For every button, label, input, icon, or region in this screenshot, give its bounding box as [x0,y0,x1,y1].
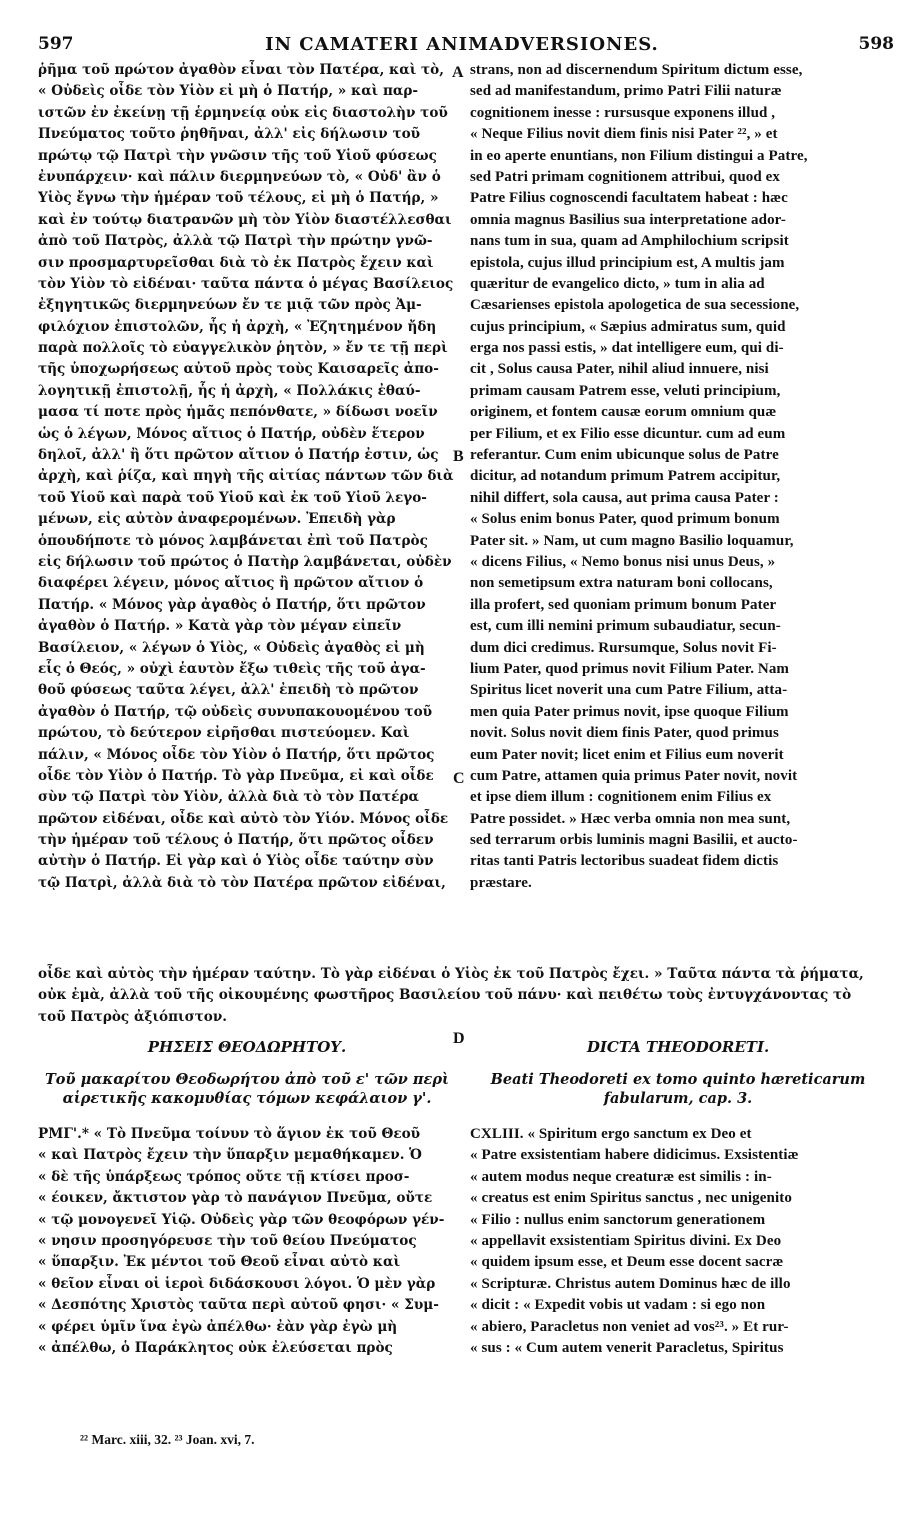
text-line: epistola, cujus illud principium est, A multis jam [470,254,785,271]
text-line: « Filio : nullus enim sanctorum generationem [470,1211,766,1228]
text-line: nans tum in sua, quam ad Amphilochium scripsit [470,233,789,250]
greek-subheading [38,1070,456,1108]
text-line: « Οὐδεὶς οἶδε τὸν Υἱὸν εἰ μὴ ὁ Πατήρ, » καὶ παρ- [38,83,419,100]
page-title: IN CAMATERI ANIMADVERSIONES. [265,34,659,55]
text-line: μασα τί ποτε πρὸς ἡμᾶς πεπόνθατε, » δίδωσι νοεῖν [38,404,438,421]
text-line: cognitionem inesse : rursusque exponens illud , [470,104,776,121]
text-line: « νησιν προσηγόρευσε τὴν τοῦ θείου Πνεύματος [38,1232,417,1249]
margin-mark-a: A [452,64,464,81]
text-line: « ἀπέλθω, ὁ Παράκλητος οὐκ ἐλεύσεται πρὸς [38,1339,393,1356]
text-line: ἀγαθὸν ὁ Πατήρ, τῷ οὐδεὶς συνυπακουομένου τοῦ [38,703,433,720]
text-line: εἰς δήλωσιν τοῦ πρώτος ὁ Πατὴρ λαμβάνεται, οὐδὲν [38,553,452,570]
margin-mark-c: C [453,770,465,787]
text-line: « Δεσπότης Χριστὸς ταῦτα περὶ αὐτοῦ φησι· « Συμ- [38,1297,439,1314]
text-line: διαφέρει λέγειν, μόνος αἴτιος ἢ πρῶτον αἴτιον ὁ [38,575,424,592]
text-line: « δὲ τῆς ὑπάρξεως τρόπος οὔτε τῇ κτίσει προσ- [38,1168,410,1185]
latin-lower-column [470,1124,886,1359]
latin-subheading-line: fabularum, cap. 3. [603,1090,753,1107]
text-line: σὺν τῷ Πατρὶ τὸν Υἱὸν, ἀλλὰ διὰ τὸ τὸν Πατέρα [38,789,419,806]
text-line: « abiero, Paracletus non veniet ad vos²³. » Et rur- [470,1318,789,1335]
text-line: cum Patre, attamen quia primus Pater novit, novit [470,767,798,784]
text-line: ῥῆμα τοῦ πρώτον ἀγαθὸν εἶναι τὸν Πατέρα, καὶ τὸ, [38,62,444,78]
text-line: σιν προσμαρτυρεῖσθαι διὰ τὸ ἐκ Πατρὸς ἔχειν καὶ [38,254,434,271]
greek-lower-column [38,1124,456,1359]
text-line: eum Pater novit; licet enim et Filius eum noverit [470,746,784,763]
text-line: quæritur de evangelico dicto, » tum in alia ad [470,275,765,292]
text-line: sed terrarum orbis luminis magni Basilii, et aucto- [470,832,798,849]
text-line: « dicens Filius, « Nemo bonus nisi unus Deus, » [470,553,776,570]
text-line: « Neque Filius novit diem finis nisi Pater ²², » et [470,126,778,143]
text-line: Πατήρ. « Μόνος γὰρ ἀγαθὸς ὁ Πατήρ, ὅτι πρῶτον [38,596,426,613]
text-line: « θεῖον εἶναι οἱ ἱεροὶ διδάσκουσι λόγοι. Ὁ μὲν γὰρ [38,1275,436,1292]
latin-column [470,60,886,894]
text-line: τὸν Υἱὸν τὸ εἰδέναι· ταῦτα πάντα ὁ μέγας Βασίλειος [38,275,454,292]
text-line: lium Pater, quod primus novit Filium Pater. Nam [470,660,790,677]
text-line: CXLIII. « Spiritum ergo sanctum ex Deo et [470,1126,752,1142]
text-line: « τῷ μονογενεῖ Υἱῷ. Οὐδεὶς γὰρ τῶν θεοφόρων γέν- [38,1211,445,1228]
text-line: παρὰ πολλοῖς τὸ εὐαγγελικὸν ῥητὸν, » ἔν τε τῇ περὶ [38,340,448,357]
text-line: sed Patri primam cognitionem attribui, quod ex [470,168,781,185]
text-line: ὡς ὁ λέγων, Μόνος αἴτιος ὁ Πατήρ, οὐδὲν ἕτερον [38,425,425,442]
text-line: Spiritus licet noverit una cum Patre Filium, atta- [470,682,788,699]
text-line: ἐξηγητικῶς διερμηνεύων ἔν τε μιᾷ τῶν πρὸς Ἀμ- [38,297,422,314]
text-line: φιλόχιον ἐπιστολῶν, ἧς ἡ ἀρχὴ, « Ἐζητημένον ἤδη [38,318,437,335]
text-line: πρῶτον εἰδέναι, οἶδε καὶ αὐτὸ τὸν Υἱόν. Μόνος οἶδε [38,810,449,827]
text-line: ἀγαθὸν ὁ Πατήρ. » Κατὰ γὰρ τὸν μέγαν εἰπεῖν [38,618,402,635]
text-line: λογητικῇ ἐπιστολῇ, ἧς ἡ ἀρχὴ, « Πολλάκις ἐθαύ- [38,382,421,399]
text-line: οἶδε καὶ αὐτὸς τὴν ἡμέραν ταύτην. Τὸ γὰρ εἰδέναι ὁ Υἱὸς ἐκ τοῦ Πατρὸς ἔχει. » Ταῦτα πάντα τὰ ῥήματα, [38,966,864,982]
text-line: τῆς ὑποχωρήσεως αὐτοῦ πρὸς τοὺς Καισαρεῖς ἀπο- [38,361,439,378]
text-line: τοῦ Υἱοῦ καὶ παρὰ τοῦ Υἱοῦ καὶ ἐκ τοῦ Υἱοῦ λεγο- [38,489,427,506]
text-line: per Filium, et ex Filio esse dicuntur. cum ad eum [470,425,786,442]
latin-subheading [470,1070,886,1108]
text-line: δηλοῖ, ἀλλ' ἢ ὅτι πρῶτον αἴτιον ὁ Πατήρ ἐστιν, ὡς [38,447,439,464]
text-line: erga nos passi estis, » dat intelligere eum, qui di- [470,340,784,357]
text-line: et ipse diem illum : cognitionem enim Filius ex [470,789,772,806]
text-line: omnia magnus Basilius sua interpretatione ador- [470,211,786,228]
text-line: ἀπὸ τοῦ Πατρὸς, ἀλλὰ τῷ Πατρὶ τὴν πρώτην γνῶ- [38,233,433,250]
text-line: « dicit : « Expedit vobis ut vadam : si ego non [470,1297,766,1314]
text-line: referantur. Cum enim ubicunque solus de Patre [470,447,779,464]
text-line: « έοικεν, ἄκτιστον γὰρ τὸ πανάγιον Πνεῦμα, οὔτε [38,1190,433,1207]
text-line: « ὕπαρξιν. Ἐκ μέντοι τοῦ Θεοῦ εἶναι αὐτὸ καὶ [38,1254,401,1271]
text-line: ιστῶν ἐν ἐκείνῃ τῇ ἑρμηνείᾳ οὐκ εἰς διαστολὴν τοῦ [38,104,448,121]
text-line: nihil differt, sola causa, aut prima causa Pater : [470,489,779,506]
text-line: οἶδε τὸν Υἱὸν ὁ Πατήρ. Τὸ γὰρ Πνεῦμα, εἰ καὶ οἶδε [38,767,434,784]
text-line: originem, et fontem causæ eorum omnium quæ [470,404,777,421]
text-line: cit , Solus causa Pater, nihil aliud innuere, nisi [470,361,769,378]
text-line: « creatus est enim Spiritus sanctus , nec unigenito [470,1190,792,1207]
text-line: εἷς ὁ Θεός, » οὐχὶ ἑαυτὸν ἔξω τιθεὶς τῆς τοῦ ἀγα- [38,660,426,677]
text-line: καὶ ἐν τούτῳ διατρανῶν μὴ τὸν Υἱὸν διαστέλλεσθαι [38,211,452,228]
text-line: πρώτῳ τῷ Πατρὶ τὴν γνῶσιν τῆς τοῦ Υἱοῦ φύσεως [38,147,437,164]
text-line: men quia Pater primus novit, ipse quoque Filium [470,703,789,720]
text-line: Patre Filius cognoscendi facultatem habeat : hæc [470,190,788,207]
greek-subheading-line: αἱρετικῆς κακομυθίας τόμων κεφάλαιον γ'. [62,1090,432,1107]
greek-subheading-line: Τοῦ μακαρίτου Θεοδωρήτου ἀπὸ τοῦ ε' τῶν περὶ [45,1071,449,1088]
text-line: primam causam Patrem esse, veluti principium, [470,382,781,399]
text-line: Cæsarienses epistola apologetica de sua secessione, [470,297,800,314]
margin-mark-b: B [453,448,464,465]
text-line: ὁπουδήποτε τὸ μόνος λαμβάνεται ἐπὶ τοῦ Πατρὸς [38,532,428,549]
text-line: θοῦ φύσεως ταῦτα λέγει, ἀλλ' ἐπειδὴ τὸ πρῶτον [38,682,419,699]
text-line: novit. Solus novit diem finis Pater, quod primus [470,725,779,742]
text-line: ἀρχὴ, καὶ ῥίζα, καὶ πηγὴ τῆς αἰτίας πάντων τῶν διὰ [38,468,454,485]
text-line: strans, non ad discernendum Spiritum dictum esse, [470,62,803,78]
text-line: præstare. [470,874,532,891]
text-line: Patre possidet. » Hæc verba omnia non mea sunt, [470,810,791,827]
page-number-left: 597 [38,34,74,54]
text-line: illa profert, sed quoniam primum bonum Pater [470,596,777,613]
text-line: τῷ Πατρὶ, ἀλλὰ διὰ τὸ τὸν Πατέρα πρῶτον εἰδέναι, [38,874,446,891]
text-line: in eo aperte enuntians, non Filium distingui a Patre, [470,147,808,164]
text-line: τοῦ Πατρὸς ἀξιόπιστον. [38,1008,228,1025]
greek-section-heading: ΡΗΣΕΙΣ ΘΕΟΔΩΡΗΤΟΥ. [147,1038,347,1056]
text-line: cujus principium, « Sæpius admiratus sum, quid [470,318,786,335]
text-line: « quidem ipsum esse, et Deum esse docent sacræ [470,1254,784,1271]
text-line: « Scripturæ. Christus autem Dominus hæc de illo [470,1275,791,1292]
text-line: sed ad manifestandum, primo Patri Filii naturæ [470,83,782,100]
text-line: non semetipsum extra naturam boni collocans, [470,575,773,592]
text-line: ἐνυπάρχειν· καὶ πάλιν διερμηνεύων τὸ, « Οὐδ' ἂν ὁ [38,168,441,185]
text-line: ritas tanti Patris lectoribus suadeat fidem dictis [470,853,779,870]
text-line: ΡΜΓ'.* « Τὸ Πνεῦμα τοίνυν τὸ ἅγιον ἐκ τοῦ Θεοῦ [38,1126,421,1142]
text-line: « sus : « Cum autem venerit Paracletus, Spiritus [470,1339,784,1356]
text-line: Πνεύματος τοῦτο ῥηθῆναι, ἀλλ' εἰς δήλωσιν τοῦ [38,126,421,143]
text-line: Υἱὸς ἔγνω τὴν ἡμέραν τοῦ τέλους, εἰ μὴ ὁ Πατήρ, » [38,190,439,207]
text-line: « Patre exsistentiam habere didicimus. Exsistentiæ [470,1147,799,1164]
text-line: πάλιν, « Μόνος οἶδε τὸν Υἱὸν ὁ Πατήρ, ὅτι πρῶτος [38,746,435,763]
margin-mark-d: D [453,1030,465,1047]
text-line: τὴν ἡμέραν τοῦ τέλους ὁ Πατήρ, ὅτι πρῶτος οἶδεν [38,832,434,849]
text-line: est, cum illi nemini primum subaudiatur, secun- [470,618,781,635]
text-line: Pater sit. » Nam, ut cum magno Basilio loquamur, [470,532,794,549]
text-line: « καὶ Πατρὸς ἔχειν τὴν ὕπαρξιν μεμαθήκαμεν. Ὁ [38,1147,422,1164]
text-line: « autem modus neque creaturæ est similis : in- [470,1168,772,1185]
latin-section-heading: DICTA THEODORETI. [586,1038,770,1056]
text-line: « φέρει ὑμῖν ἵνα ἐγὼ ἀπέλθω· ἐὰν γὰρ ἐγὼ μὴ [38,1318,398,1335]
latin-subheading-line: Beati Theodoreti ex tomo quinto hæreticarum [490,1071,866,1088]
text-line: « appellavit exsistentiam Spiritus divini. Ex Deo [470,1232,782,1249]
text-line: dum dici credimus. Rursumque, Solus novit Fi- [470,639,777,656]
text-line: μένων, εἰς αὐτὸν ἀναφερομένων. Ἐπειδὴ γὰρ [38,511,396,528]
text-line: dicitur, ad notandum primum Patrem accipitur, [470,468,781,485]
text-line: οὐκ ἐμὰ, ἀλλὰ τοῦ τῆς οἰκουμένης φωστῆρος Βασιλείου τοῦ πάνυ· καὶ πειθέτω τοὺς ἐντυγχάνοντας τὸ [38,987,852,1004]
text-line: πρώτου, τὸ δεύτερον εἰρῆσθαι πιστεύομεν. Καὶ [38,725,410,742]
text-line: « Solus enim bonus Pater, quod primum bonum [470,511,780,528]
footnotes: ²² Marc. xiii, 32. ²³ Joan. xvi, 7. [80,1432,255,1447]
page-number-right: 598 [858,34,894,54]
text-line: αὐτὴν ὁ Πατήρ. Εἰ γὰρ καὶ ὁ Υἱὸς οἶδε ταύτην σὺν [38,853,434,870]
text-line: Βασίλειον, « λέγων ὁ Υἱὸς, « Οὐδεὶς ἀγαθὸς εἰ μὴ [38,639,425,656]
greek-column [38,60,456,894]
full-width-text [38,964,888,1028]
